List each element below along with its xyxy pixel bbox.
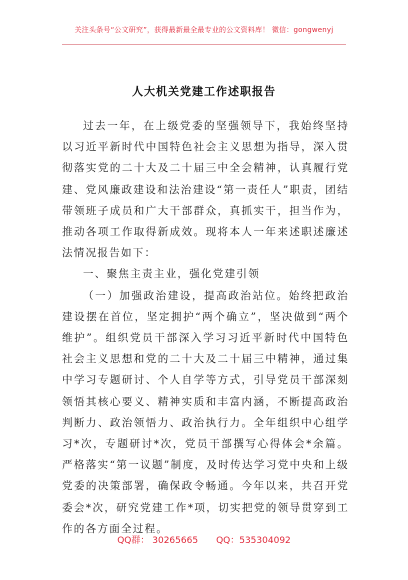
header-banner: 关注头条号“公文研究”，获得最新最全最专业的公文资料库！ 微信：gongwenyj xyxy=(74,26,334,34)
section-heading: 一、聚焦主责主业，强化党建引领 xyxy=(83,268,260,281)
footer-qq-group: QQ群： 30265665 xyxy=(117,536,199,546)
document-body xyxy=(62,116,349,540)
footer-qq: QQ：535304092 xyxy=(216,536,291,546)
header-divider xyxy=(62,44,346,45)
intro-paragraph: 过去一年，在上级党委的坚强领导下，我始终坚持以习近平新时代中国特色社会主义思想为指导，深入贯彻落实党的二十大及二十届三中全会精神，认真履行党建、党风廉政建设和法治建设“第一责任人”职责，团结带领班子成员和广大干部群众，真抓实干，担当作为，推动各项工作取得新成效。现将本人一年来述职述廉述法情况报告如下： xyxy=(62,120,349,260)
document-title: 人大机关党建工作述职报告 xyxy=(132,85,276,98)
footer-contact xyxy=(0,533,408,546)
body-paragraph: （一）加强政治建设，提高政治站位。始终把政治建设摆在首位，坚定拥护“两个确立”，坚决做到“两个维护”。组织党员干部深入学习习近平新时代中国特色社会主义思想和党的二十大及二十届三中精神，通过集中学习专题研讨、个人自学等方式，引导党员干部深刻领悟其核心要义、精神实质和丰富内涵，不断提高政治判断力、政治领悟力、政治执行力。全年组织中心组学习*次，专题研讨*次，党员干部撰写心得体会*余篇。严格落实“第一议题”制度，及时传达学习党中央和上级党委的决策部署，确保政令畅通。今年以来，共召开党委会*次，研究党建工作*项，切实把党的领导贯穿到工作的各方面全过程。 xyxy=(62,289,349,535)
